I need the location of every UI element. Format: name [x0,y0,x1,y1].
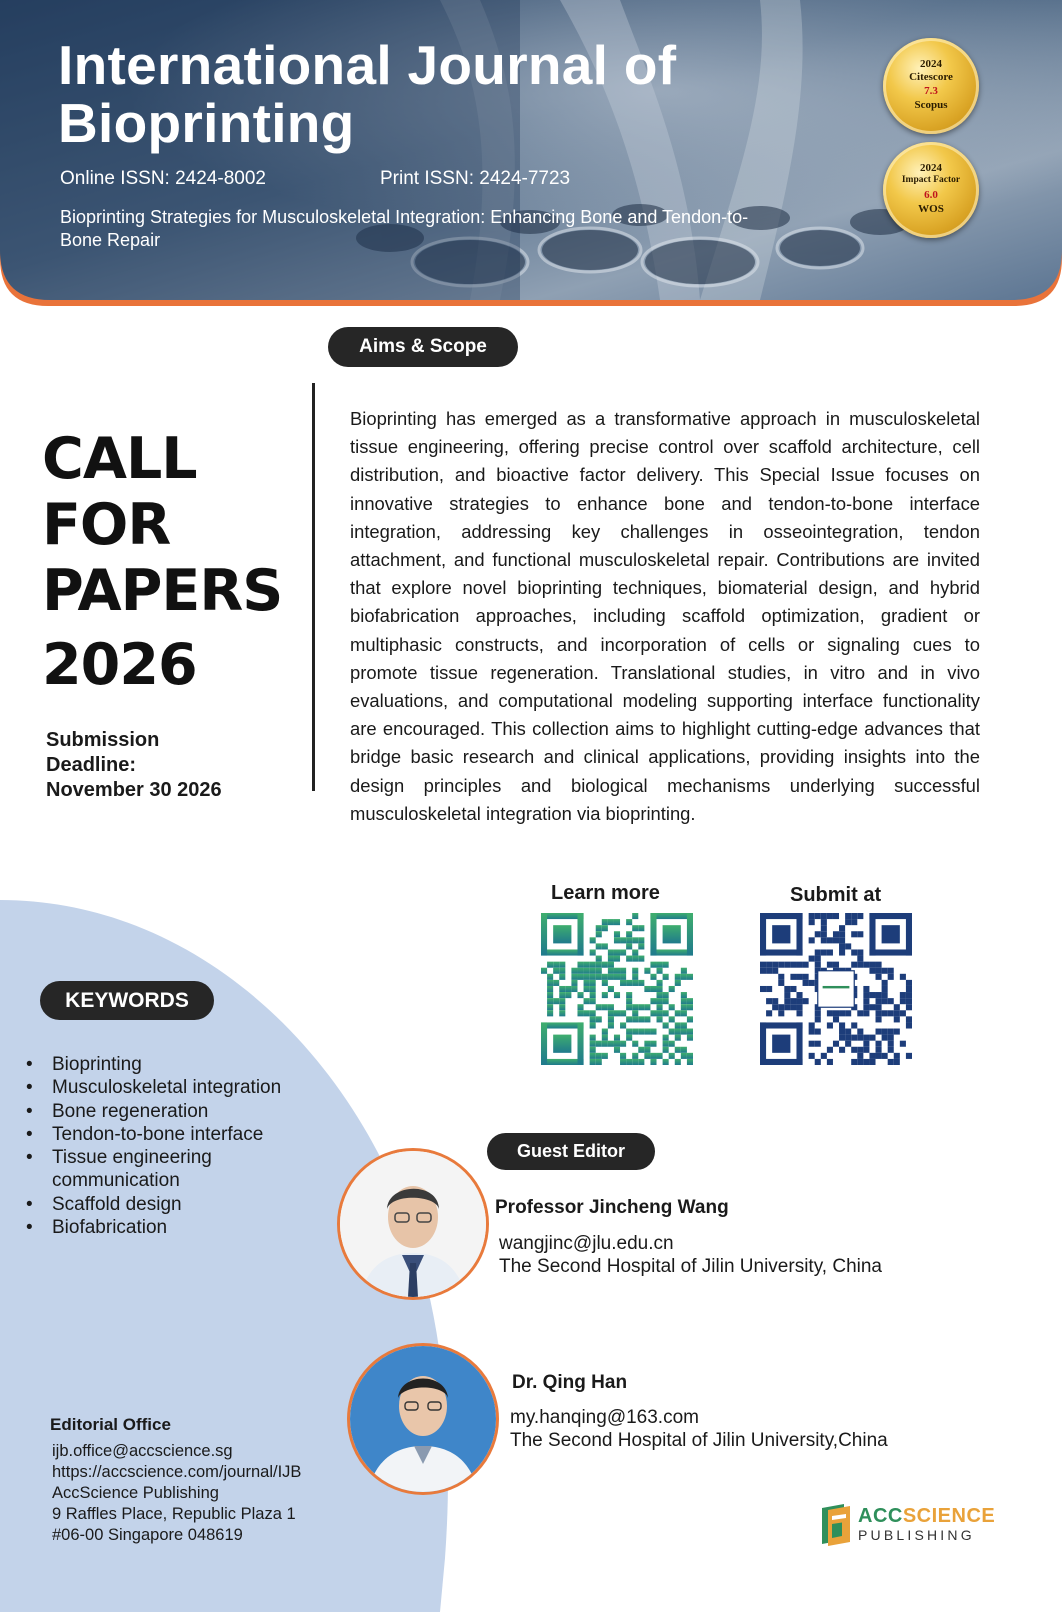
special-issue-title: Bioprinting Strategies for Musculoskeletal Integration: Enhancing Bone and Tendon-to-Bone Repair [60,207,749,250]
keywords-label: KEYWORDS [40,981,214,1020]
deadline-date: November 30 2026 [46,779,222,801]
journal-title-line1: International Journal of [58,34,677,96]
editor-2-name: Dr. Qing Han [512,1372,628,1393]
keyword-item: • Bone regeneration [26,1100,281,1123]
cfp-line-call: CALL [42,426,197,492]
office-website[interactable]: https://accscience.com/journal/IJB [52,1463,302,1481]
logo-acc: ACC [858,1505,903,1527]
deadline-label-2: Deadline: [46,754,137,776]
logo-science: SCIENCE [902,1505,996,1527]
aims-scope-text: Bioprinting has emerged as a transformative approach in musculoskeletal tissue engineering, offering precise control over scaffold architecture, cell distribution, and bioactive factor delivery. This Special Issue focuses on innovative strategies to enhance bone and tendon-to-bone interface integration, addressing key challenges in osseointegration, tendon attachment, and functional musculoskeletal repair. Contributions are invited that explore novel bioprinting techniques, biomaterial design, and hybrid biofabrication approaches, including scaffold optimization, gradient or multiphasic constructs, and incorporation of cells or signaling cues to promote tissue regeneration. Translational studies, in vitro and in vivo evaluations, and computational modeling supporting interface functionality are encouraged. This collection aims to highlight cutting-edge advances that bridge basic research and clinical applications, providing insights into the design principles and biological mechanisms underlying successful musculoskeletal integration via bioprinting. [350,408,980,824]
keyword-item: • Tendon-to-bone interface [26,1123,281,1146]
citescore-year: 2024 [920,58,942,70]
keywords-list [26,1053,281,1239]
office-address-1: 9 Raffles Place, Republic Plaza 1 [52,1505,296,1523]
editor-1-name: Professor Jincheng Wang [495,1197,729,1218]
impact-factor-value: 6.0 [924,189,938,201]
citescore-value: 7.3 [924,85,938,97]
print-issn: Print ISSN: 2424-7723 [380,168,571,189]
citescore-source: Scopus [914,99,948,111]
aims-scope-label: Aims & Scope [328,327,518,367]
guest-editor-label: Guest Editor [487,1133,655,1170]
office-address-2: #06-00 Singapore 048619 [52,1526,243,1544]
impact-factor-source: WOS [918,203,944,215]
citescore-badge [883,38,979,134]
office-publisher: AccScience Publishing [52,1484,219,1502]
cfp-line-papers: PAPERS [42,558,283,624]
office-email[interactable]: ijb.office@accscience.sg [52,1442,233,1460]
editor-1-photo [337,1148,489,1300]
keyword-item: • Musculoskeletal integration [26,1076,281,1099]
journal-header [0,0,1062,306]
submit-qr-code[interactable] [760,913,912,1065]
editorial-office-title: Editorial Office [50,1415,171,1434]
impact-factor-badge [883,142,979,238]
vertical-divider [312,383,315,791]
editor-1-email[interactable]: wangjinc@jlu.edu.cn [499,1233,674,1254]
impact-factor-year: 2024 [920,162,942,174]
online-issn: Online ISSN: 2424-8002 [60,168,266,189]
book-icon [818,1502,854,1546]
keyword-item: • Scaffold design [26,1193,281,1216]
editor-2-photo [347,1343,499,1495]
learn-more-qr-code[interactable] [541,913,693,1065]
editor-2-affiliation: The Second Hospital of Jilin University,China [510,1430,888,1451]
cfp-line-for: FOR [42,492,171,558]
editor-2-email[interactable]: my.hanqing@163.com [510,1407,699,1428]
keyword-item: • Bioprinting [26,1053,281,1076]
keyword-item: • Tissue engineering communication [26,1146,256,1193]
accscience-logo [818,1502,996,1548]
editor-2-portrait-icon [350,1346,496,1492]
citescore-label: Citescore [909,71,953,83]
editor-1-portrait-icon [340,1151,486,1297]
editor-1-affiliation: The Second Hospital of Jilin University, China [499,1256,882,1277]
logo-publishing: PUBLISHING [858,1527,975,1543]
deadline-label-1: Submission [46,729,160,751]
submit-at-label: Submit at [790,884,882,906]
keyword-item: • Biofabrication [26,1216,281,1239]
journal-title-line2: Bioprinting [58,92,355,154]
cfp-line-year: 2026 [42,632,197,698]
logo-wordmark [858,1505,995,1528]
impact-factor-label: Impact Factor [901,175,961,185]
learn-more-label: Learn more [551,882,660,904]
